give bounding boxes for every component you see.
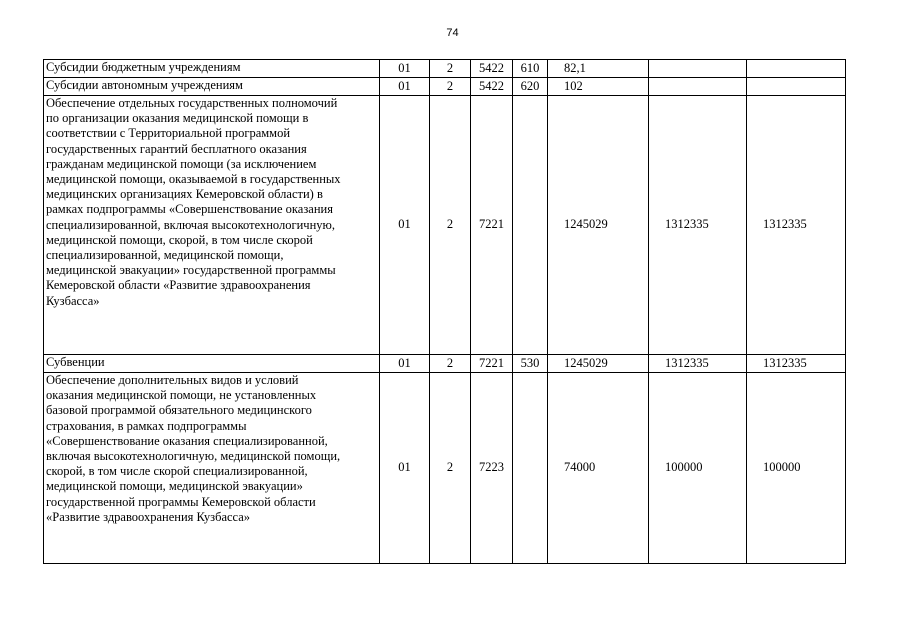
description-line: «Развитие здравоохранения Кузбасса» [46, 509, 251, 524]
row-description [44, 96, 380, 355]
cell-vr [513, 373, 548, 564]
cell-rz: 01 [380, 60, 430, 78]
cell-pr: 2 [430, 373, 471, 564]
cell-rz: 01 [380, 78, 430, 96]
cell-year3: 100000 [747, 373, 846, 564]
description-line: соответствии с Территориальной программой [46, 126, 291, 141]
cell-year1: 82,1 [548, 60, 649, 78]
description-line: «Совершенствование оказания специализированной, [46, 433, 328, 448]
description-line: Обеспечение дополнительных видов и условий [46, 373, 299, 387]
cell-year2: 100000 [649, 373, 747, 564]
description-line: Обеспечение отдельных государственных полномочий [46, 96, 338, 110]
description-line: Кемеровской области «Развитие здравоохранения [46, 278, 311, 293]
table-row [44, 373, 846, 564]
cell-rz: 01 [380, 373, 430, 564]
cell-year3 [747, 60, 846, 78]
cell-pr: 2 [430, 355, 471, 373]
cell-csr: 5422 [471, 78, 513, 96]
description-line: страхования, в рамках подпрограммы [46, 418, 247, 433]
description-line: по организации оказания медицинской помощи в [46, 111, 309, 126]
cell-vr: 530 [513, 355, 548, 373]
cell-vr: 620 [513, 78, 548, 96]
cell-year1: 74000 [548, 373, 649, 564]
cell-year2: 1312335 [649, 355, 747, 373]
cell-year2: 1312335 [649, 96, 747, 355]
cell-vr [513, 96, 548, 355]
table-row [44, 96, 846, 355]
table-row [44, 78, 846, 96]
description-line: специализированной, включая высокотехнологичную, [46, 217, 336, 232]
row-description [44, 373, 380, 564]
budget-table [43, 59, 846, 564]
cell-year1: 102 [548, 78, 649, 96]
table-row [44, 355, 846, 373]
description-line: оказания медицинской помощи, не установленных [46, 388, 317, 403]
description-line: специализированной, медицинской помощи, [46, 248, 284, 263]
description-line: включая высокотехнологичную, медицинской помощи, [46, 449, 341, 464]
cell-pr: 2 [430, 78, 471, 96]
row-description: Субсидии бюджетным учреждениям [44, 60, 380, 78]
cell-csr: 5422 [471, 60, 513, 78]
description-line: государственных гарантий бесплатного оказания [46, 141, 307, 156]
page-number: 74 [446, 27, 459, 39]
cell-year3: 1312335 [747, 355, 846, 373]
description-line: базовой программой обязательного медицинского [46, 403, 312, 418]
cell-rz: 01 [380, 355, 430, 373]
description-line: гражданам медицинской помощи (за исключением [46, 156, 317, 171]
description-line: государственной программы Кемеровской области [46, 494, 316, 509]
cell-vr: 610 [513, 60, 548, 78]
row-description: Субсидии автономным учреждениям [44, 78, 380, 96]
cell-csr: 7223 [471, 373, 513, 564]
row-description: Субвенции [44, 355, 380, 373]
cell-year3 [747, 78, 846, 96]
description-line: медицинских организациях Кемеровской области) в [46, 187, 323, 202]
description-line: Кузбасса» [46, 293, 100, 308]
cell-rz: 01 [380, 96, 430, 355]
cell-csr: 7221 [471, 355, 513, 373]
cell-pr: 2 [430, 60, 471, 78]
table-row [44, 60, 846, 78]
cell-year1: 1245029 [548, 355, 649, 373]
description-line: медицинской помощи, медицинской эвакуации» [46, 479, 303, 494]
cell-year3: 1312335 [747, 96, 846, 355]
cell-pr: 2 [430, 96, 471, 355]
cell-year2 [649, 60, 747, 78]
cell-csr: 7221 [471, 96, 513, 355]
description-line: скорой, в том числе скорой специализированной, [46, 464, 308, 479]
description-line: рамках подпрограммы «Совершенствование оказания [46, 202, 333, 217]
cell-year2 [649, 78, 747, 96]
description-line: медицинской помощи, оказываемой в государственных [46, 172, 341, 187]
cell-year1: 1245029 [548, 96, 649, 355]
description-line: медицинской эвакуации» государственной программы [46, 263, 336, 278]
description-line: медицинской помощи, скорой, в том числе скорой [46, 232, 313, 247]
